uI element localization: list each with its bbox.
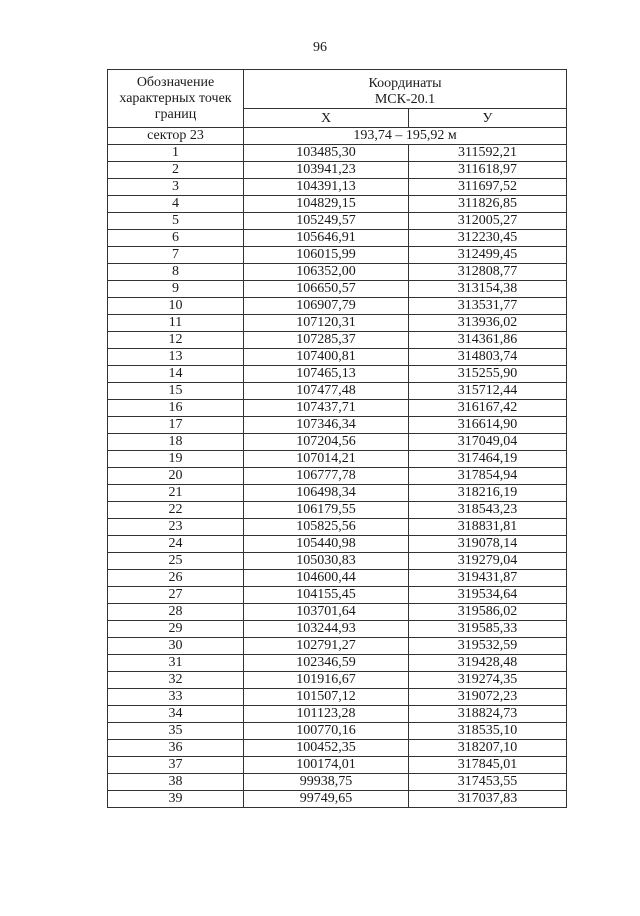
x-value: 107400,81 xyxy=(244,349,409,366)
coordinates-header xyxy=(244,70,567,109)
coordinates-table xyxy=(107,69,567,808)
point-number: 25 xyxy=(108,553,244,570)
x-value: 105440,98 xyxy=(244,536,409,553)
point-label-header-line-1: Обозначение xyxy=(136,74,215,90)
x-value: 101916,67 xyxy=(244,672,409,689)
y-value: 318207,10 xyxy=(409,740,567,757)
table-row xyxy=(108,179,567,196)
point-number: 12 xyxy=(108,332,244,349)
table-row xyxy=(108,230,567,247)
point-label-header-line-3: границ xyxy=(154,106,197,122)
coordinates-table-body xyxy=(108,70,567,808)
table-row xyxy=(108,706,567,723)
y-value: 317049,04 xyxy=(409,434,567,451)
table-row xyxy=(108,332,567,349)
point-number: 28 xyxy=(108,604,244,621)
x-value: 105249,57 xyxy=(244,213,409,230)
x-value: 106907,79 xyxy=(244,298,409,315)
y-header: У xyxy=(409,109,567,128)
y-value: 315712,44 xyxy=(409,383,567,400)
table-row xyxy=(108,264,567,281)
coordinates-header-line-1: Координаты xyxy=(368,76,442,91)
point-number: 4 xyxy=(108,196,244,213)
table-row xyxy=(108,553,567,570)
x-header: X xyxy=(244,109,409,128)
table-row xyxy=(108,383,567,400)
x-value: 105030,83 xyxy=(244,553,409,570)
table-row xyxy=(108,400,567,417)
y-value: 319431,87 xyxy=(409,570,567,587)
y-value: 319428,48 xyxy=(409,655,567,672)
y-value: 319585,33 xyxy=(409,621,567,638)
y-value: 317037,83 xyxy=(409,791,567,808)
y-value: 312499,45 xyxy=(409,247,567,264)
y-value: 311826,85 xyxy=(409,196,567,213)
y-value: 318543,23 xyxy=(409,502,567,519)
point-number: 16 xyxy=(108,400,244,417)
point-number: 32 xyxy=(108,672,244,689)
y-value: 314361,86 xyxy=(409,332,567,349)
y-value: 318831,81 xyxy=(409,519,567,536)
point-number: 6 xyxy=(108,230,244,247)
y-value: 319586,02 xyxy=(409,604,567,621)
sector-row xyxy=(108,128,567,145)
y-value: 311592,21 xyxy=(409,145,567,162)
y-value: 319532,59 xyxy=(409,638,567,655)
y-value: 317453,55 xyxy=(409,774,567,791)
x-value: 106650,57 xyxy=(244,281,409,298)
x-value: 107346,34 xyxy=(244,417,409,434)
point-number: 15 xyxy=(108,383,244,400)
point-number: 24 xyxy=(108,536,244,553)
point-number: 5 xyxy=(108,213,244,230)
y-value: 319534,64 xyxy=(409,587,567,604)
point-number: 31 xyxy=(108,655,244,672)
table-row xyxy=(108,519,567,536)
x-value: 106777,78 xyxy=(244,468,409,485)
x-value: 103485,30 xyxy=(244,145,409,162)
x-value: 101123,28 xyxy=(244,706,409,723)
point-number: 37 xyxy=(108,757,244,774)
point-number: 26 xyxy=(108,570,244,587)
point-number: 8 xyxy=(108,264,244,281)
y-value: 311618,97 xyxy=(409,162,567,179)
table-row xyxy=(108,366,567,383)
sector-name: сектор 23 xyxy=(108,128,244,145)
x-value: 103244,93 xyxy=(244,621,409,638)
table-row xyxy=(108,417,567,434)
table-row xyxy=(108,145,567,162)
y-value: 316167,42 xyxy=(409,400,567,417)
point-number: 33 xyxy=(108,689,244,706)
x-value: 99938,75 xyxy=(244,774,409,791)
table-row xyxy=(108,485,567,502)
y-value: 319274,35 xyxy=(409,672,567,689)
x-value: 101507,12 xyxy=(244,689,409,706)
point-number: 27 xyxy=(108,587,244,604)
point-number: 35 xyxy=(108,723,244,740)
table-row xyxy=(108,247,567,264)
x-value: 106015,99 xyxy=(244,247,409,264)
sector-range: 193,74 – 195,92 м xyxy=(244,128,567,145)
point-number: 10 xyxy=(108,298,244,315)
point-number: 38 xyxy=(108,774,244,791)
y-value: 313531,77 xyxy=(409,298,567,315)
point-number: 19 xyxy=(108,451,244,468)
point-number: 13 xyxy=(108,349,244,366)
table-row xyxy=(108,604,567,621)
point-number: 1 xyxy=(108,145,244,162)
y-value: 318824,73 xyxy=(409,706,567,723)
table-row xyxy=(108,349,567,366)
x-value: 105825,56 xyxy=(244,519,409,536)
y-value: 313154,38 xyxy=(409,281,567,298)
x-value: 99749,65 xyxy=(244,791,409,808)
point-number: 7 xyxy=(108,247,244,264)
x-value: 107285,37 xyxy=(244,332,409,349)
table-row xyxy=(108,791,567,808)
x-value: 100452,35 xyxy=(244,740,409,757)
point-number: 18 xyxy=(108,434,244,451)
point-number: 23 xyxy=(108,519,244,536)
x-value: 106352,00 xyxy=(244,264,409,281)
y-value: 319078,14 xyxy=(409,536,567,553)
table-row xyxy=(108,638,567,655)
x-value: 103941,23 xyxy=(244,162,409,179)
x-value: 100174,01 xyxy=(244,757,409,774)
table-row xyxy=(108,672,567,689)
y-value: 312230,45 xyxy=(409,230,567,247)
point-number: 21 xyxy=(108,485,244,502)
table-row xyxy=(108,587,567,604)
point-number: 34 xyxy=(108,706,244,723)
x-value: 107204,56 xyxy=(244,434,409,451)
y-value: 319279,04 xyxy=(409,553,567,570)
x-value: 104391,13 xyxy=(244,179,409,196)
y-value: 317464,19 xyxy=(409,451,567,468)
x-value: 107120,31 xyxy=(244,315,409,332)
table-row xyxy=(108,757,567,774)
table-row xyxy=(108,570,567,587)
point-number: 29 xyxy=(108,621,244,638)
y-value: 312005,27 xyxy=(409,213,567,230)
table-row xyxy=(108,281,567,298)
y-value: 318216,19 xyxy=(409,485,567,502)
x-value: 102791,27 xyxy=(244,638,409,655)
point-number: 9 xyxy=(108,281,244,298)
x-value: 104600,44 xyxy=(244,570,409,587)
table-row xyxy=(108,723,567,740)
table-row xyxy=(108,196,567,213)
point-number: 11 xyxy=(108,315,244,332)
x-value: 107477,48 xyxy=(244,383,409,400)
table-row xyxy=(108,162,567,179)
y-value: 319072,23 xyxy=(409,689,567,706)
table-row xyxy=(108,298,567,315)
point-label-header xyxy=(108,70,244,128)
table-row xyxy=(108,689,567,706)
x-value: 102346,59 xyxy=(244,655,409,672)
table-row xyxy=(108,621,567,638)
coordinates-header-line-2: МСК-20.1 xyxy=(374,92,436,107)
point-number: 39 xyxy=(108,791,244,808)
x-value: 104829,15 xyxy=(244,196,409,213)
table-row xyxy=(108,536,567,553)
x-value: 107014,21 xyxy=(244,451,409,468)
y-value: 318535,10 xyxy=(409,723,567,740)
x-value: 107437,71 xyxy=(244,400,409,417)
x-value: 107465,13 xyxy=(244,366,409,383)
point-number: 2 xyxy=(108,162,244,179)
header-row xyxy=(108,70,567,109)
y-value: 317854,94 xyxy=(409,468,567,485)
y-value: 312808,77 xyxy=(409,264,567,281)
x-value: 100770,16 xyxy=(244,723,409,740)
y-value: 311697,52 xyxy=(409,179,567,196)
table-row xyxy=(108,213,567,230)
point-number: 20 xyxy=(108,468,244,485)
page-number: 96 xyxy=(313,40,327,55)
y-value: 313936,02 xyxy=(409,315,567,332)
x-value: 106498,34 xyxy=(244,485,409,502)
table-row xyxy=(108,434,567,451)
y-value: 317845,01 xyxy=(409,757,567,774)
point-number: 30 xyxy=(108,638,244,655)
point-number: 36 xyxy=(108,740,244,757)
table-row xyxy=(108,468,567,485)
point-number: 3 xyxy=(108,179,244,196)
point-label-header-line-2: характерных точек xyxy=(119,90,232,106)
point-number: 17 xyxy=(108,417,244,434)
table-row xyxy=(108,740,567,757)
y-value: 314803,74 xyxy=(409,349,567,366)
y-value: 316614,90 xyxy=(409,417,567,434)
point-number: 14 xyxy=(108,366,244,383)
table-row xyxy=(108,655,567,672)
x-value: 106179,55 xyxy=(244,502,409,519)
point-number: 22 xyxy=(108,502,244,519)
table-row xyxy=(108,315,567,332)
table-row xyxy=(108,774,567,791)
x-value: 105646,91 xyxy=(244,230,409,247)
table-row xyxy=(108,502,567,519)
x-value: 103701,64 xyxy=(244,604,409,621)
table-row xyxy=(108,451,567,468)
y-value: 315255,90 xyxy=(409,366,567,383)
x-value: 104155,45 xyxy=(244,587,409,604)
